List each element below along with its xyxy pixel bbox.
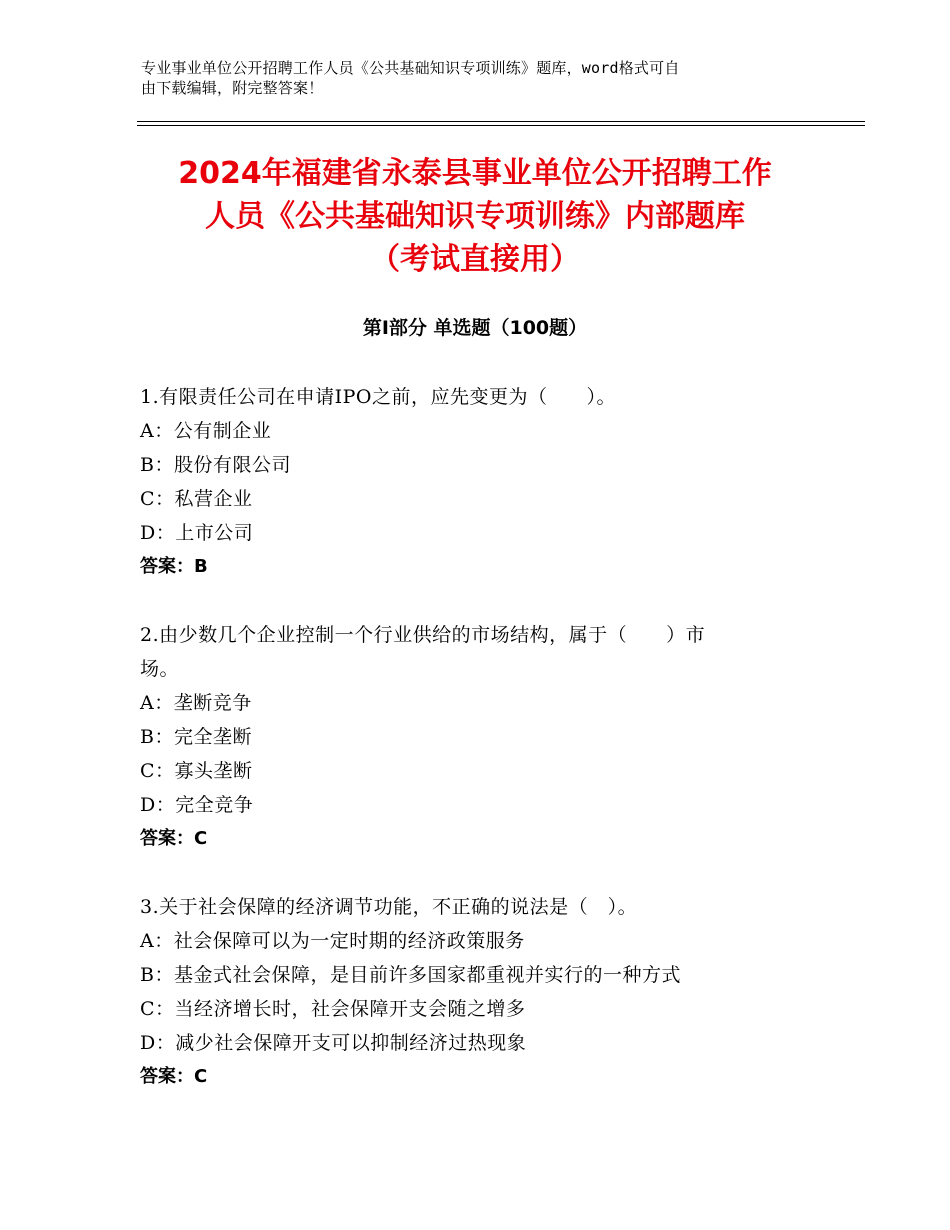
question-stem-continued: 场。	[140, 658, 180, 680]
answer: 答案：C	[140, 828, 208, 849]
header-note	[141, 58, 821, 98]
header-divider	[137, 121, 865, 126]
title-line3: （考试直接用）	[370, 242, 580, 277]
header-note-line1: 专业事业单位公开招聘工作人员《公共基础知识专项训练》题库，word格式可自	[141, 59, 680, 77]
option-c: C：当经济增长时，社会保障开支会随之增多	[140, 998, 526, 1020]
option-b: B：股份有限公司	[140, 454, 291, 476]
option-a: A：公有制企业	[140, 420, 272, 442]
section-title: 第Ⅰ部分 单选题（100题）	[362, 317, 588, 339]
option-c: C：寡头垄断	[140, 760, 253, 782]
document-title	[120, 152, 830, 281]
answer: 答案：B	[140, 556, 208, 577]
header-note-line2: 由下载编辑，附完整答案！	[141, 79, 324, 97]
option-d: D：上市公司	[140, 522, 254, 544]
option-c: C：私营企业	[140, 488, 253, 510]
option-b: B：基金式社会保障，是目前许多国家都重视并实行的一种方式	[140, 964, 681, 986]
option-a: A：垄断竞争	[140, 692, 252, 714]
question-list	[140, 380, 800, 1128]
title-line2: 人员《公共基础知识专项训练》内部题库	[205, 199, 745, 234]
option-d: D：完全竞争	[140, 794, 254, 816]
option-b: B：完全垄断	[140, 726, 252, 748]
question-3	[140, 890, 800, 1094]
question-stem: 1.有限责任公司在申请IPO之前，应先变更为（ ）。	[140, 386, 616, 408]
question-1	[140, 380, 800, 584]
option-d: D：减少社会保障开支可以抑制经济过热现象	[140, 1032, 527, 1054]
answer: 答案：C	[140, 1066, 208, 1087]
question-2	[140, 618, 800, 856]
question-stem: 2.由少数几个企业控制一个行业供给的市场结构，属于（ ）市	[140, 624, 706, 646]
question-stem: 3.关于社会保障的经济调节功能，不正确的说法是（ ）。	[140, 896, 638, 918]
title-line1: 2024年福建省永泰县事业单位公开招聘工作	[178, 156, 772, 191]
option-a: A：社会保障可以为一定时期的经济政策服务	[140, 930, 525, 952]
